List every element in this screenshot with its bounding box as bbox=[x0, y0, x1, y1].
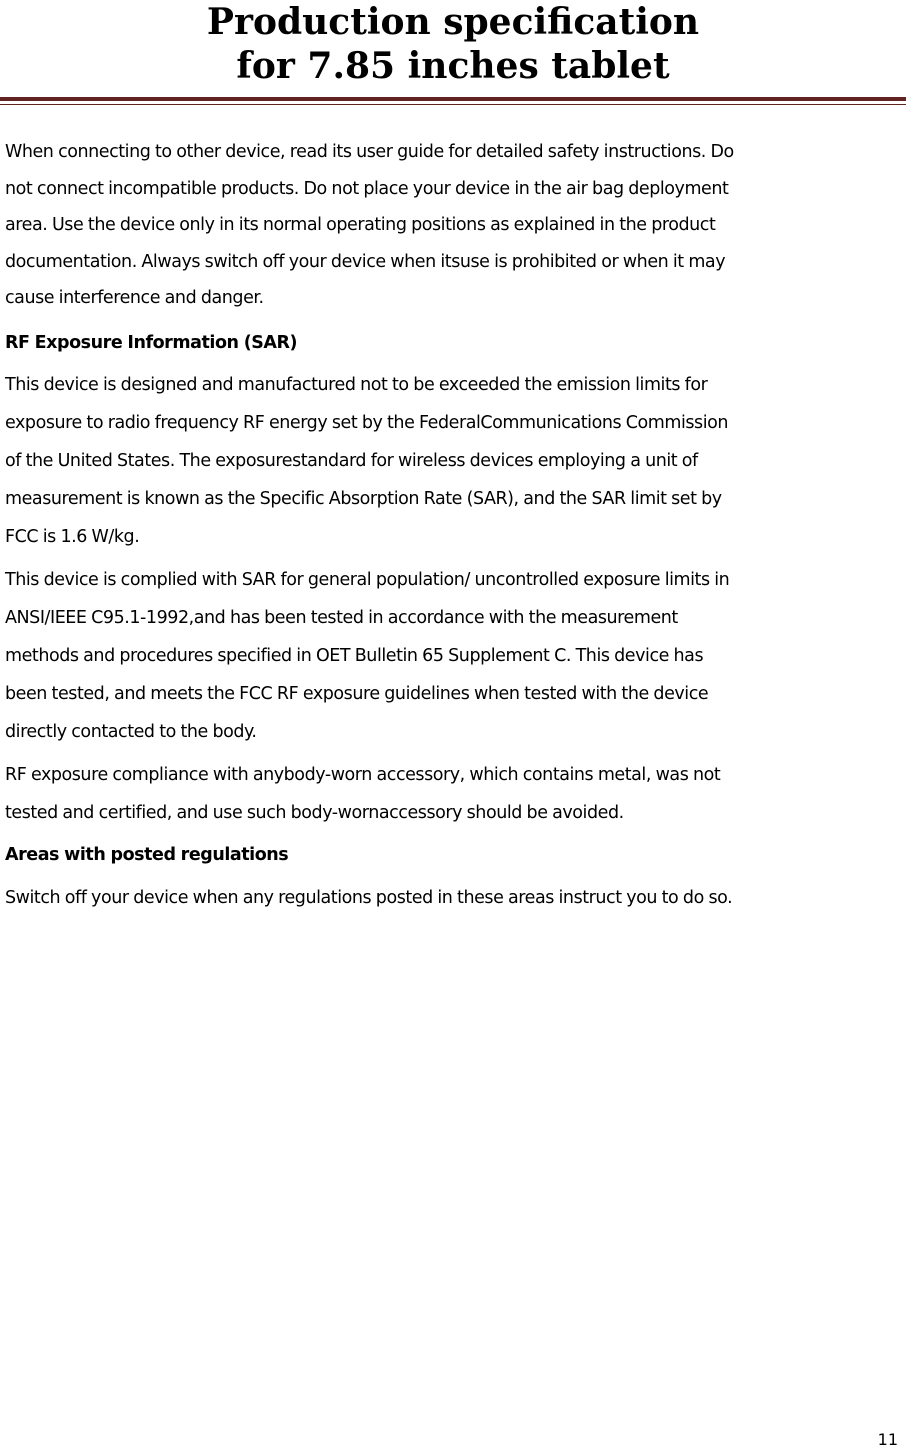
compliance-line: ANSI/IEEE C95.1-1992,and has been tested in accordance with the measurement bbox=[5, 607, 678, 628]
sar-paragraph bbox=[5, 366, 905, 556]
header-rule-thick bbox=[0, 97, 906, 101]
accessory-line: tested and certified, and use such body-wornaccessory should be avoided. bbox=[5, 802, 624, 823]
compliance-line: methods and procedures specified in OET Bulletin 65 Supplement C. This device has bbox=[5, 645, 704, 666]
intro-line: cause interference and danger. bbox=[5, 288, 264, 308]
page-number: 11 bbox=[877, 1430, 898, 1449]
page-title-line-2: for 7.85 inches tablet bbox=[236, 45, 670, 87]
compliance-line: This device is complied with SAR for general population/ uncontrolled exposure limits in bbox=[5, 569, 730, 590]
accessory-line: RF exposure compliance with anybody-worn accessory, which contains metal, was not bbox=[5, 764, 721, 785]
header-rule-thin bbox=[0, 104, 906, 105]
intro-line: not connect incompatible products. Do not place your device in the air bag deployment bbox=[5, 178, 729, 199]
page-title bbox=[0, 0, 906, 88]
sar-line: exposure to radio frequency RF energy set by the FederalCommunications Commission bbox=[5, 412, 729, 433]
intro-line: area. Use the device only in its normal operating positions as explained in the product bbox=[5, 215, 716, 235]
intro-paragraph bbox=[5, 134, 905, 317]
compliance-line: directly contacted to the body. bbox=[5, 721, 257, 742]
areas-line: Switch off your device when any regulations posted in these areas instruct you to do so. bbox=[5, 887, 733, 908]
areas-heading: Areas with posted regulations bbox=[5, 844, 289, 865]
compliance-line: been tested, and meets the FCC RF exposure guidelines when tested with the device bbox=[5, 683, 709, 704]
accessory-paragraph bbox=[5, 756, 905, 832]
document-body bbox=[5, 134, 905, 917]
sar-line: This device is designed and manufactured not to be exceeded the emission limits for bbox=[5, 374, 708, 395]
intro-line: When connecting to other device, read its user guide for detailed safety instructions. Do bbox=[5, 142, 734, 162]
sar-line: measurement is known as the Specific Absorption Rate (SAR), and the SAR limit set by bbox=[5, 488, 722, 509]
sar-line: of the United States. The exposurestandard for wireless devices employing a unit of bbox=[5, 450, 698, 471]
rf-exposure-heading: RF Exposure Information (SAR) bbox=[5, 332, 298, 353]
page-title-line-1: Production specification bbox=[206, 1, 700, 43]
compliance-paragraph bbox=[5, 561, 905, 751]
sar-line: FCC is 1.6 W/kg. bbox=[5, 526, 140, 547]
areas-paragraph bbox=[5, 879, 905, 917]
intro-line: documentation. Always switch off your device when itsuse is prohibited or when it may bbox=[5, 251, 726, 272]
